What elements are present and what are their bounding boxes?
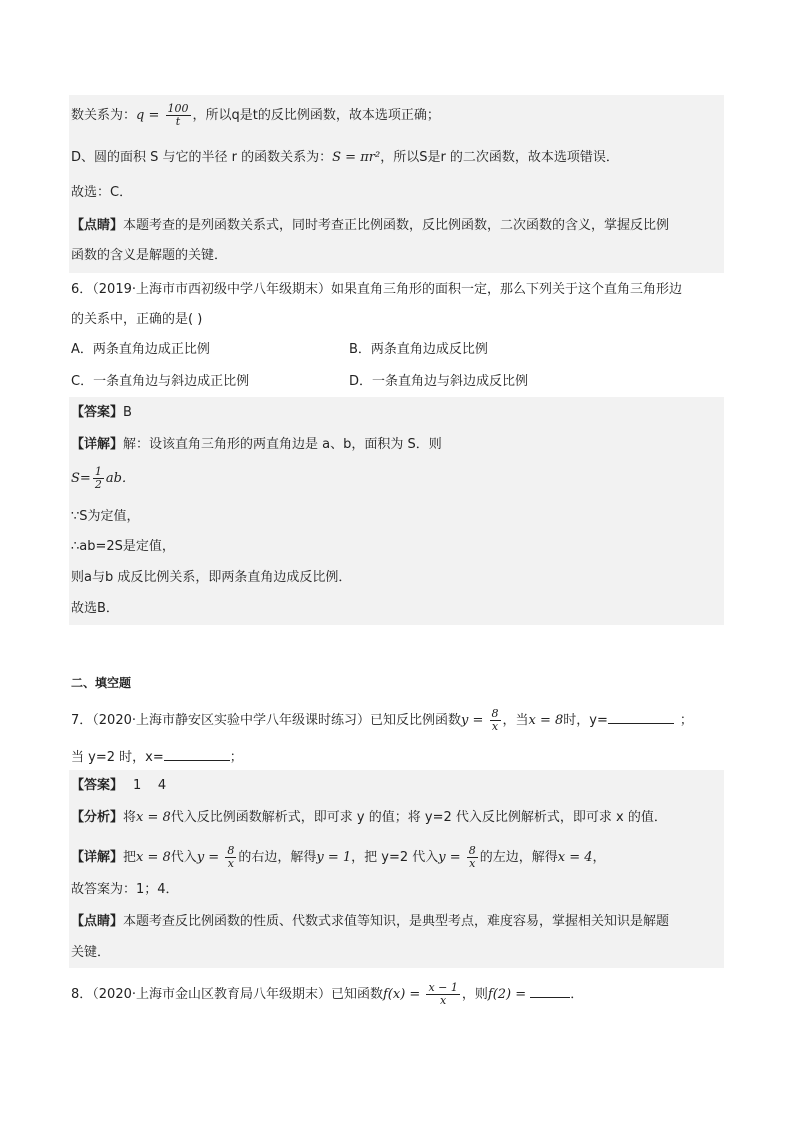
- fraction: [467, 845, 478, 870]
- q8-stem: [71, 982, 583, 1007]
- text: 时，y=: [563, 713, 608, 728]
- fraction-numerator: 1: [94, 465, 102, 478]
- fraction-numerator: x − 1: [428, 981, 458, 994]
- text: 7．（2020·上海市静安区实验中学八年级课时练习）已知反比例函数: [71, 713, 461, 728]
- fraction-denominator: x: [469, 857, 476, 870]
- formula: x = 8: [136, 810, 171, 825]
- q7-stem-line1: [71, 708, 693, 733]
- fraction-numerator: 8: [468, 844, 476, 857]
- text: 8．（2020·上海市金山区教育局八年级期末）已知函数: [71, 987, 383, 1002]
- answer-blank[interactable]: [530, 984, 570, 998]
- fraction-numerator: 100: [167, 102, 189, 115]
- answer-label: 【答案】: [71, 778, 124, 793]
- analysis-label: 【分析】: [71, 810, 124, 825]
- fraction: [225, 845, 236, 870]
- formula-lhs: q =: [136, 108, 164, 123]
- fraction: [166, 103, 191, 128]
- q6-option-d: D．一条直角边与斜边成反比例: [349, 374, 529, 389]
- formula-lhs: y =: [461, 713, 488, 728]
- fraction-numerator: 8: [227, 844, 235, 857]
- text: ，: [592, 850, 606, 865]
- text: ，所以q是t的反比例函数，故本选项正确；: [192, 108, 440, 123]
- formula-lhs: y =: [438, 850, 465, 865]
- q6-stem-line1: 6．（2019·上海市市西初级中学八年级期末）如果直角三角形的面积一定，那么下列关于这个直角三角形边: [71, 282, 682, 297]
- q5-line1: [71, 103, 440, 128]
- formula-rhs: ab．: [105, 471, 135, 486]
- text: ，所以S是r 的二次函数，故本选项错误．: [380, 150, 619, 165]
- text: ，当: [502, 713, 529, 728]
- dianjing-label: 【点睛】: [71, 914, 124, 929]
- formula: S = πr²: [332, 150, 381, 165]
- fraction-denominator: x: [440, 994, 447, 1007]
- fraction: [426, 982, 459, 1007]
- q7-final: 故答案为：1；4．: [71, 882, 179, 897]
- fraction-numerator: 8: [491, 707, 499, 720]
- text: 把: [123, 850, 137, 865]
- answer-value: 1 4: [133, 778, 167, 793]
- q5-line3: 故选：C．: [71, 185, 133, 200]
- q6-detail-line5: 则a与b 成反比例关系，即两条直角边成反比例．: [71, 570, 352, 585]
- answer-value: B: [123, 405, 132, 420]
- text: D、圆的面积 S 与它的半径 r 的函数关系为：: [71, 150, 333, 165]
- q7-analysis: [71, 809, 667, 827]
- q5-line2: [71, 149, 619, 167]
- text: 将: [123, 810, 137, 825]
- formula: y = 1: [316, 850, 352, 865]
- text: 本题考查的是列函数关系式，同时考查正比例函数，反比例函数，二次函数的含义，掌握反比例: [123, 218, 670, 233]
- q6-detail-line3: ∵S为定值，: [71, 509, 140, 524]
- text: 本题考查反比例函数的性质、代数式求值等知识，是典型考点，难度容易，掌握相关知识是解题: [123, 914, 670, 929]
- section-title: 二、填空题: [71, 676, 132, 690]
- formula-lhs: y =: [196, 850, 224, 865]
- detail-label: 【详解】: [71, 437, 124, 452]
- fraction: [490, 708, 501, 733]
- formula-lhs: S=: [71, 471, 91, 486]
- q7-dianjing-line1: [71, 913, 669, 931]
- q5-dianjing-line2: 函数的含义是解题的关键．: [71, 248, 228, 263]
- text: 的左边，解得: [479, 850, 558, 865]
- q6-detail-line1: [71, 436, 442, 454]
- formula: x = 4: [557, 850, 593, 865]
- text: 解：设该直角三角形的两直角边是 a、b，面积为 S．则: [123, 437, 442, 452]
- text: 的右边，解得: [238, 850, 317, 865]
- fraction-denominator: 2: [94, 478, 102, 491]
- detail-label: 【详解】: [71, 850, 124, 865]
- fraction-denominator: x: [491, 720, 499, 733]
- q6-option-a: A．两条直角边成正比例: [71, 342, 210, 357]
- q6-stem-line2: 的关系中，正确的是( ): [71, 312, 203, 327]
- fraction-denominator: t: [175, 115, 181, 128]
- dianjing-label: 【点睛】: [71, 218, 124, 233]
- text: 当 y=2 时，x=: [71, 750, 164, 765]
- q6-detail-line2: [71, 466, 135, 491]
- text: ，则: [461, 987, 488, 1002]
- text: ，把 y=2 代入: [351, 850, 439, 865]
- formula: f(2) =: [487, 987, 531, 1002]
- text: 代入: [170, 850, 197, 865]
- q7-answer: [71, 777, 166, 795]
- text: 数关系为：: [71, 108, 137, 123]
- formula-lhs: f(x) =: [383, 987, 425, 1002]
- text: ．: [570, 987, 584, 1002]
- formula: x = 8: [528, 713, 564, 728]
- q5-dianjing-line1: [71, 217, 669, 235]
- q7-dianjing-line2: 关键．: [71, 945, 111, 960]
- q7-detail: [71, 845, 606, 870]
- text: ；: [679, 713, 693, 728]
- answer-blank[interactable]: [164, 747, 230, 761]
- answer-label: 【答案】: [71, 405, 124, 420]
- formula: x = 8: [136, 850, 171, 865]
- q6-detail-line4: ∴ab=2S是定值，: [71, 539, 175, 554]
- text: ；: [229, 750, 243, 765]
- q7-stem-line2: [71, 747, 243, 767]
- fraction-denominator: x: [227, 857, 234, 870]
- q6-option-c: C．一条直角边与斜边成正比例: [71, 374, 250, 389]
- text: 代入反比例函数解析式，即可求 y 的值；将 y=2 代入反比例解析式，即可求 x 的值．: [170, 810, 667, 825]
- q6-answer: [71, 404, 132, 422]
- q6-detail-line6: 故选B．: [71, 601, 119, 616]
- q6-option-b: B．两条直角边成反比例: [349, 342, 488, 357]
- solution-shade-q6: [69, 397, 724, 625]
- answer-blank[interactable]: [608, 710, 674, 724]
- fraction: [93, 466, 104, 491]
